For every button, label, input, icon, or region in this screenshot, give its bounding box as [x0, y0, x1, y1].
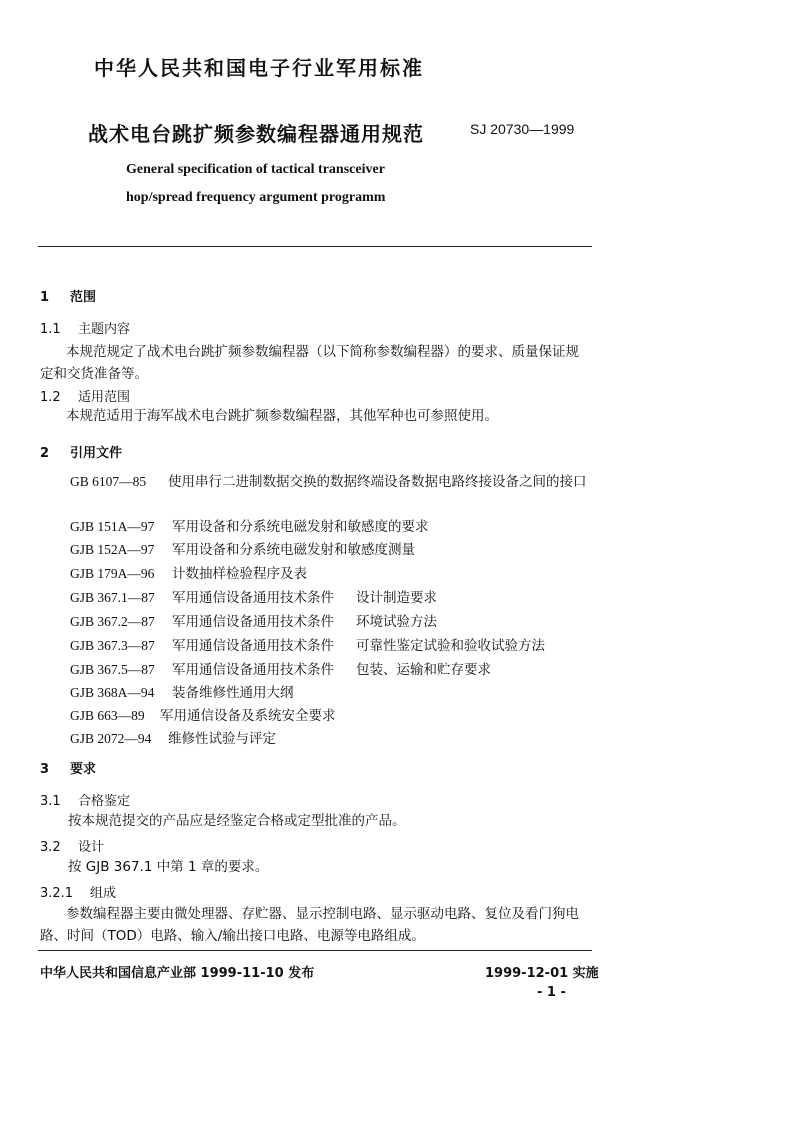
- reference-item: GJB 152A—97 军用设备和分系统电磁发射和敏感度测量: [70, 542, 415, 558]
- reference-item: GB 6107—85 使用串行二进制数据交换的数据终端设备数据电路终接设备之间的接口: [70, 474, 587, 490]
- issue-date: 中华人民共和国信息产业部 1999-11-10 发布: [40, 966, 315, 981]
- document-title-en-line1: General specification of tactical transceiver: [126, 162, 385, 177]
- header-divider: [38, 246, 592, 247]
- page-number: - 1 -: [537, 985, 566, 1000]
- section-3-heading: 3 要求: [40, 762, 97, 777]
- reference-item: GJB 368A—94 装备维修性通用大纲: [70, 685, 294, 701]
- reference-item: GJB 151A—97 军用设备和分系统电磁发射和敏感度的要求: [70, 519, 429, 535]
- section-1-1-text: 本规范规定了战术电台跳扩频参数编程器（以下简称参数编程器）的要求、质量保证规定和交货准备等。: [40, 344, 579, 382]
- footer-divider: [38, 950, 592, 951]
- reference-item: GJB 2072—94 维修性试验与评定: [70, 731, 276, 747]
- document-title-en-line2: hop/spread frequency argument programm: [126, 190, 386, 205]
- issuer-standard-title: 中华人民共和国电子行业军用标准: [94, 56, 424, 80]
- reference-item: GJB 367.2—87 军用通信设备通用技术条件 环境试验方法: [70, 614, 437, 630]
- section-3-1-heading: 3.1 合格鉴定: [40, 794, 131, 809]
- section-3-1-text: 按本规范提交的产品应是经鉴定合格或定型批准的产品。: [68, 813, 406, 829]
- reference-item: GJB 367.5—87 军用通信设备通用技术条件 包装、运输和贮存要求: [70, 662, 491, 678]
- section-1-2-heading: 1.2 适用范围: [40, 390, 131, 405]
- section-2-heading: 2 引用文件: [40, 446, 123, 461]
- reference-item: GJB 179A—96 计数抽样检验程序及表: [70, 566, 307, 582]
- document-title-cn: 战术电台跳扩频参数编程器通用规范: [88, 122, 424, 146]
- section-1-2-text: 本规范适用于海军战术电台跳扩频参数编程器，其他军种也可参照使用。: [66, 408, 498, 424]
- section-3-2-1-heading: 3.2.1 组成: [40, 886, 117, 901]
- standard-number: SJ 20730—1999: [470, 121, 575, 137]
- section-3-2-1-text: 参数编程器主要由微处理器、存贮器、显示控制电路、显示驱动电路、复位及看门狗电路、时间（TOD）电路、输入/输出接口电路、电源等电路组成。: [40, 906, 579, 944]
- section-1-heading: 1 范围: [40, 290, 97, 305]
- reference-item: GJB 663—89 军用通信设备及系统安全要求: [70, 708, 336, 724]
- reference-item: GJB 367.1—87 军用通信设备通用技术条件 设计制造要求: [70, 590, 437, 606]
- effective-date: 1999-12-01 实施: [485, 966, 599, 981]
- section-1-1-heading: 1.1 主题内容: [40, 322, 131, 337]
- section-3-2-text: 按 GJB 367.1 中第 1 章的要求。: [68, 859, 269, 875]
- reference-item: GJB 367.3—87 军用通信设备通用技术条件 可靠性鉴定试验和验收试验方法: [70, 638, 545, 654]
- section-3-2-heading: 3.2 设计: [40, 840, 105, 855]
